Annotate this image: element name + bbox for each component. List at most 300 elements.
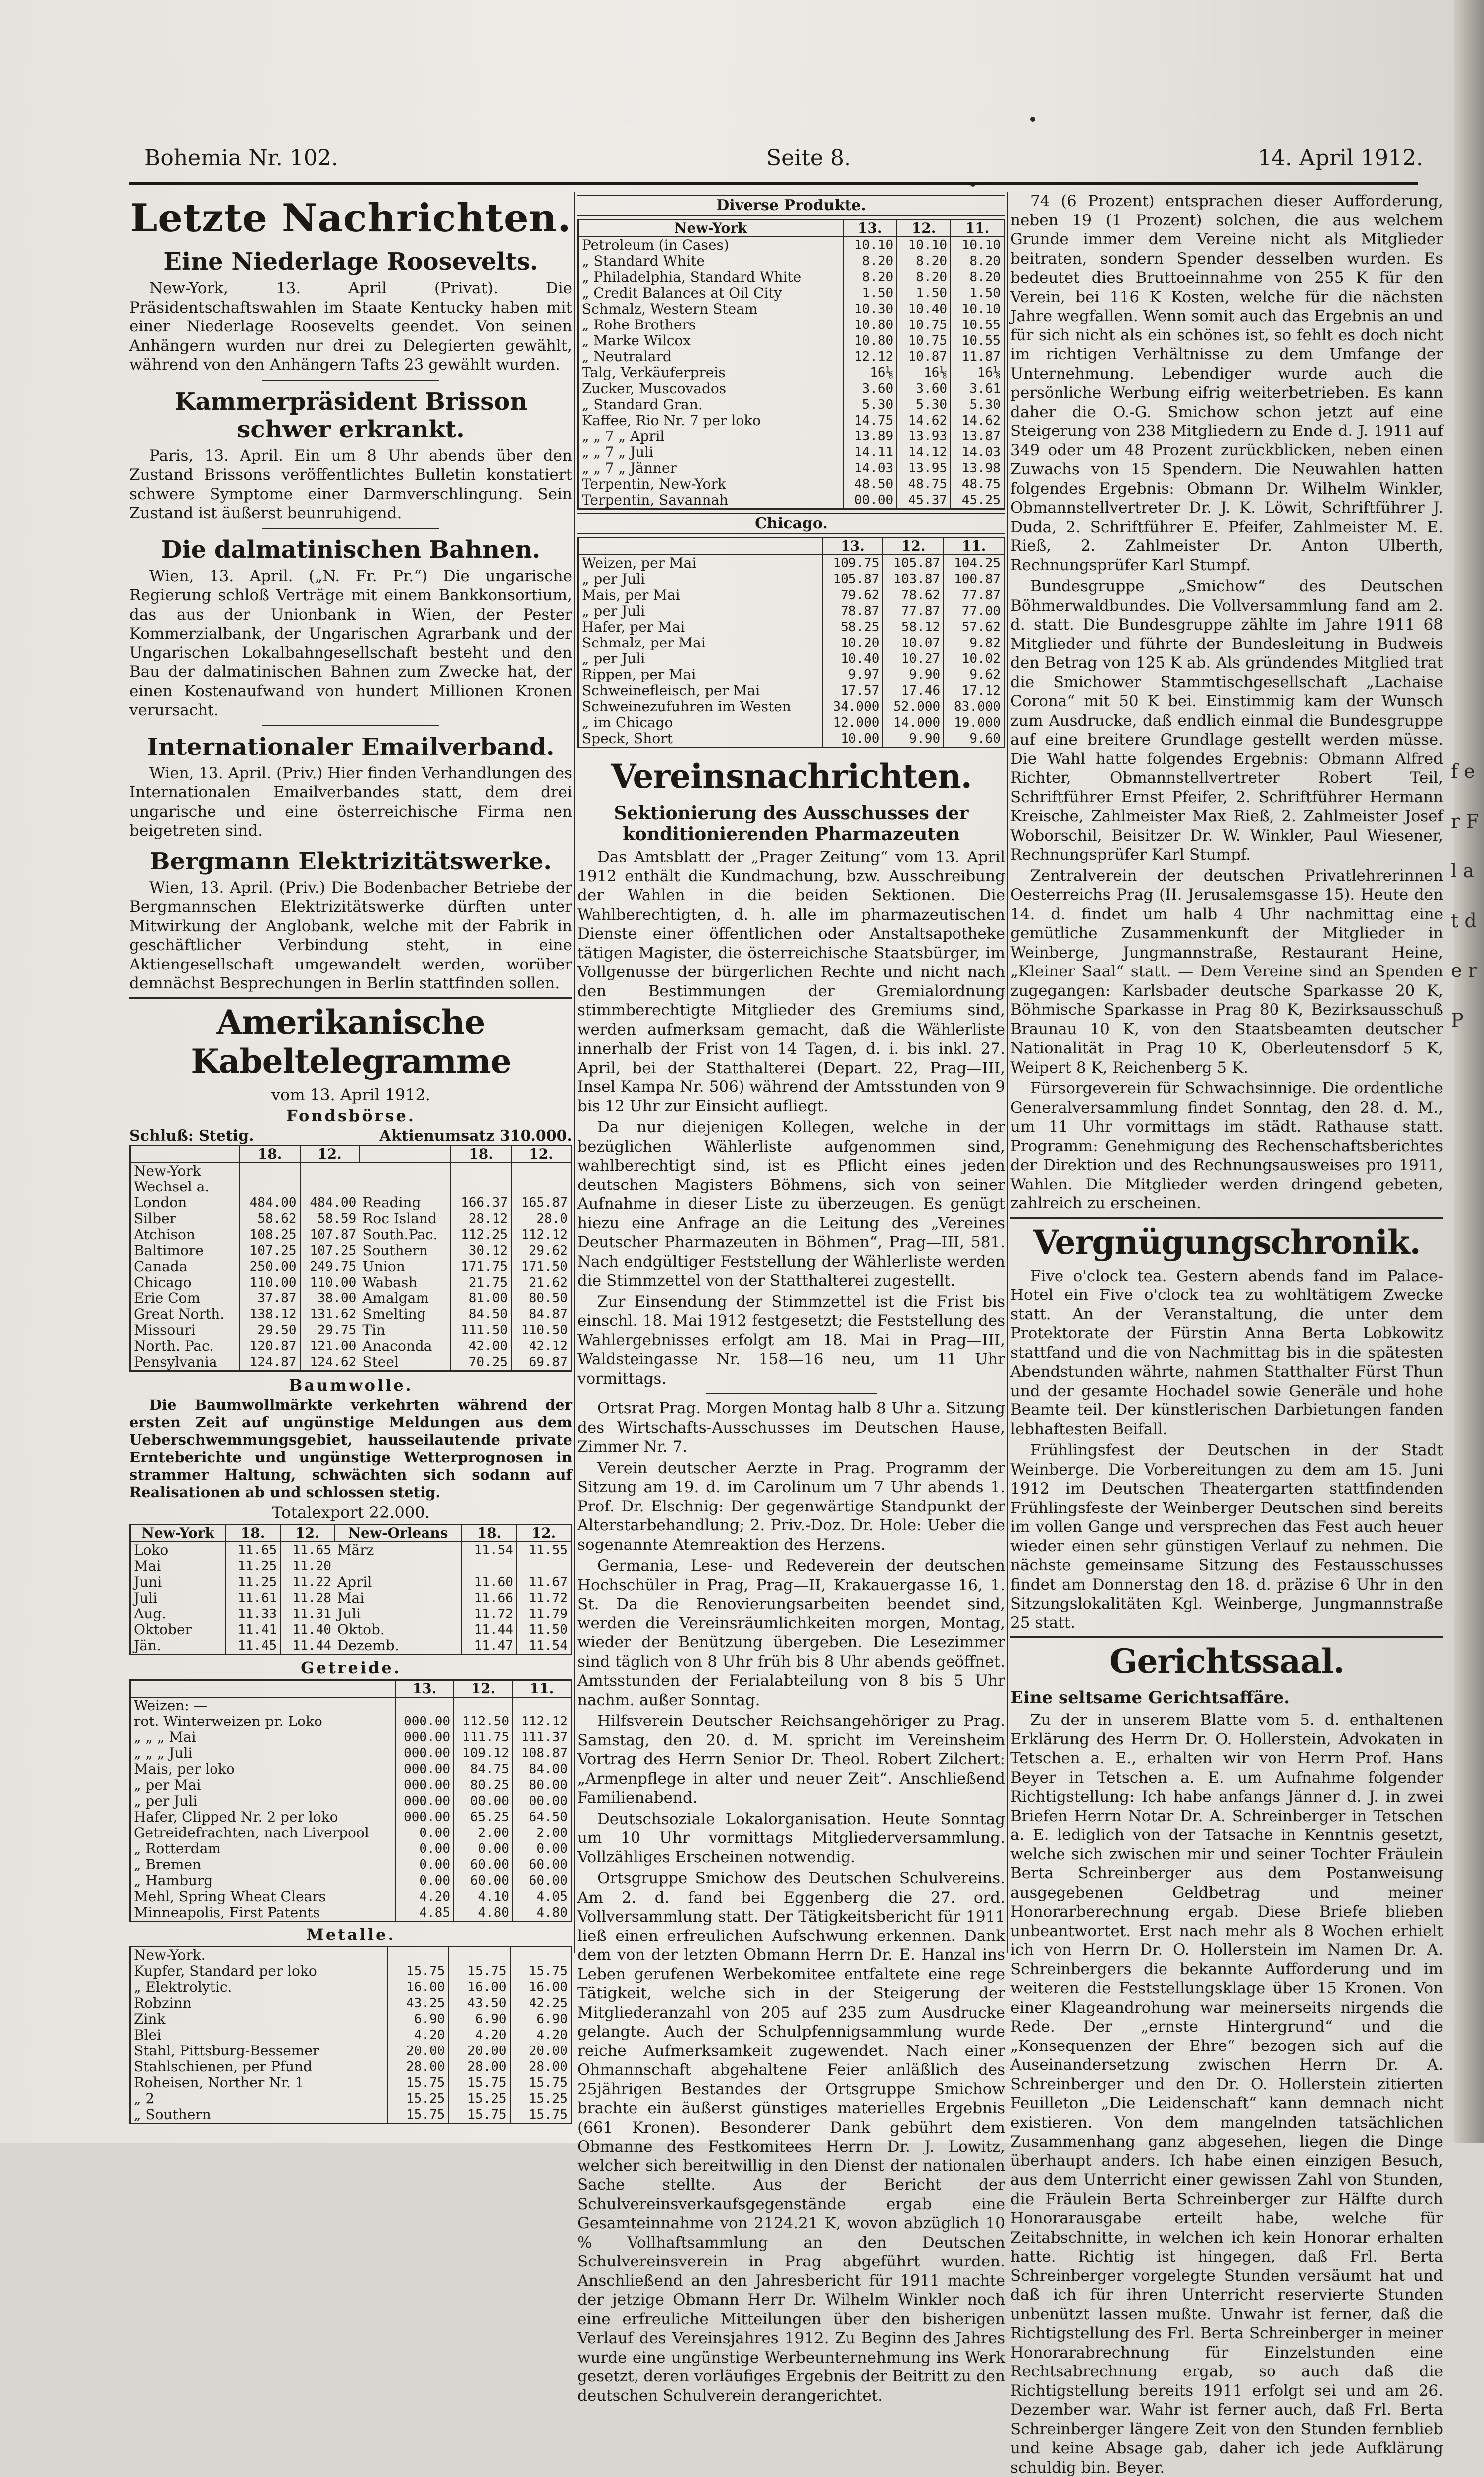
table-row <box>578 460 1005 476</box>
table-cell: 000.00 <box>395 1809 454 1825</box>
table-cell: Blei <box>134 2026 162 2043</box>
table-cell: Atchison <box>134 1226 195 1243</box>
table-cell: „ im Chicago <box>582 714 673 731</box>
table-cell: 11.79 <box>517 1606 572 1622</box>
table-cell: 11.50 <box>517 1622 572 1638</box>
table-cell <box>395 1697 454 1714</box>
notice: Deutschsoziale Lokalorganisation. Heute Sonntag um 10 Uhr vormittags Mitgliederversammlung. Vollzähliges Erscheinen notwendig. <box>577 1810 1005 1866</box>
column-header <box>578 538 823 555</box>
table-cell: London <box>134 1194 187 1211</box>
table-cell: 11.47 <box>462 1638 517 1655</box>
section-title-entertainment: Vergnügungschronik. <box>1033 1222 1421 1262</box>
table-cell: 78.87 <box>823 603 883 619</box>
divider <box>1010 1636 1443 1638</box>
table-cell <box>517 1558 572 1574</box>
table-cell: 80.50 <box>511 1291 571 1306</box>
table-cell: 11.25 <box>225 1558 280 1574</box>
table-cell: 121.00 <box>300 1338 360 1354</box>
table-cell: 10.55 <box>951 317 1004 333</box>
table-row <box>578 349 1005 365</box>
stock-exchange-heading: Fondsbörse. <box>286 1106 416 1125</box>
table-cell: 124.62 <box>300 1354 360 1371</box>
table-cell: 15.25 <box>448 2091 510 2107</box>
section-title-cable-telegrams: Amerikanische Kabeltelegramme <box>191 1002 511 1080</box>
column-header: 13. <box>823 538 883 555</box>
table-cell: Kaffee, Rio Nr. 7 per loko <box>582 412 761 429</box>
table-cell: 14.11 <box>843 444 897 460</box>
table-cell <box>387 1946 448 1963</box>
table-cell: 10.30 <box>843 301 897 317</box>
table-cell: Amalgam <box>362 1290 429 1306</box>
section-title-latest-news: Letzte Nachrichten. <box>130 196 572 241</box>
divider <box>262 528 439 529</box>
table-cell: 8.20 <box>951 269 1004 285</box>
table-cell: 6.90 <box>448 2011 510 2027</box>
table-cell: 64.50 <box>513 1809 572 1825</box>
table-cell: 80.00 <box>513 1777 572 1793</box>
table-cell: 21.75 <box>451 1275 511 1291</box>
article-heading: Internationaler Emailverband. <box>147 733 555 761</box>
table-row <box>578 317 1005 333</box>
table-cell: 11.72 <box>517 1590 572 1606</box>
table-cell: 15.75 <box>510 1963 572 1979</box>
notice: Bundesgruppe „Smichow“ des Deutschen Böhmerwaldbundes. Die Vollversammlung fand am 2. d. statt. Die Bundesgruppe zählte im Jahre 1911 68 Mitglieder und führte der Bundesleitung in Budweis den Betrag von 125 K ab. Als gründendes Mitglied trat die Smichower Stammtischgesellschaft „Lachaise Corona“ mit 50 K bei. Einstimmig kam der Wunsch zum Ausdrucke, daß endlich einmal die Bundesgruppe auf eine breitere Grundlage gestellt werden müsse. Die Wahl hatte folgendes Ergebnis: Obmann Alfred Richter, Obmannstellvertreter Robert Teil, Schriftführer Ernst Pfeifer, 2. Schriftführer Hermann Kreische, Zahlmeister Max Rieß, 2. Zahlmeister Josef Woborschil, Beisitzer Dr. W. Winkler, Paul Wiesener, Rechnungsprüfer Karl Stumpf. <box>1010 577 1443 863</box>
table-cell: 10.75 <box>897 333 951 349</box>
table-cell: 108.87 <box>513 1745 572 1761</box>
metals-table <box>129 1946 572 2124</box>
table-row <box>130 2011 572 2027</box>
table-cell: Dezemb. <box>337 1637 399 1654</box>
table-cell: 0.00 <box>395 1841 454 1857</box>
table-row <box>130 1963 572 1979</box>
table-cell: 9.90 <box>883 667 944 683</box>
table-cell: 11.65 <box>280 1542 334 1558</box>
table-row <box>130 1714 572 1729</box>
table-cell: 28.00 <box>387 2059 448 2075</box>
table-cell: 000.00 <box>395 1793 454 1809</box>
table-cell: 10.20 <box>823 635 883 651</box>
table-cell: Reading <box>362 1194 421 1211</box>
table-row <box>578 635 1005 651</box>
table-cell: 100.87 <box>944 571 1004 587</box>
table-cell: Union <box>362 1258 405 1275</box>
table-cell: 110.00 <box>300 1275 360 1291</box>
table-header-row <box>130 1145 572 1163</box>
table-cell: 000.00 <box>395 1761 454 1777</box>
table-cell: Mais, per loko <box>134 1760 235 1777</box>
article-body: Frühlingsfest der Deutschen in der Stadt Weinberge. Die Vorbereitungen zu dem am 15. Juni 1912 im Deutschen Theatergarten stattfindenden Frühlingsfeste der Weinberger Deutschen sind bereits im vollen Gange und versprechen das Fest auch heuer wieder einen sehr günstigen Verlauf zu nehmen. Die nächste gemeinsame Sitzung des Festausschusses findet am Donnerstag den 18. d. präzise 6 Uhr in den Sitzungslokalitäten Kgl. Weinberge, Jungmannstraße 25 statt. <box>1010 1441 1443 1632</box>
table-cell: 3.61 <box>951 381 1004 397</box>
table-cell: „ 2 <box>134 2090 155 2107</box>
table-cell: 2.00 <box>454 1825 513 1841</box>
table-cell: 83.000 <box>944 699 1004 715</box>
table-cell: 14.75 <box>843 413 897 429</box>
table-row <box>130 1777 572 1793</box>
column-header: 11. <box>951 220 1004 237</box>
table-cell: Juli <box>337 1605 361 1622</box>
table-cell: „ Rotterdam <box>134 1840 221 1857</box>
table-cell: 81.00 <box>451 1291 511 1306</box>
table-cell: 15.25 <box>510 2091 572 2107</box>
table-cell: Hafer, Clipped Nr. 2 per loko <box>134 1808 338 1825</box>
table-cell: 11.54 <box>517 1638 572 1655</box>
column-header: 18. <box>462 1524 517 1542</box>
table-cell <box>240 1163 300 1179</box>
table-cell: 1.50 <box>951 285 1004 301</box>
table-cell: 14.62 <box>897 413 951 429</box>
header-rule <box>129 182 1418 185</box>
table-row <box>130 1825 572 1841</box>
table-cell: 2.00 <box>513 1825 572 1841</box>
article-body: Five o'clock tea. Gestern abends fand im Palace-Hotel ein Five o'clock tea zu wohltätigem Zwecke statt. An der Veranstaltung, die unter dem Protektorate der Fürstin Anna Berta Lobkowitz stattfand und die von Nachmittag bis in die spätesten Abendstunden währte, nahmen Statthalter Fürst Thun und der gesamte Hochadel sowie Generäle und hohe Beamte teil. Der künstlerischen Darbietungen fanden lebhaftesten Beifall. <box>1010 1267 1443 1438</box>
table-cell: 16⅛ <box>897 365 951 381</box>
table-cell: 11.22 <box>280 1574 334 1590</box>
table-row <box>578 731 1005 748</box>
table-row <box>578 444 1005 460</box>
column-header: 18. <box>225 1524 280 1542</box>
table-row <box>130 1291 572 1306</box>
table-cell: Roheisen, Norther Nr. 1 <box>134 2074 304 2091</box>
article-heading: Eine seltsame Gerichtsaffäre. <box>1010 1688 1290 1708</box>
table-row <box>130 1979 572 1995</box>
table-cell: 11.66 <box>462 1590 517 1606</box>
table-cell: 6.90 <box>387 2011 448 2027</box>
table-cell: Petroleum (in Cases) <box>582 237 729 253</box>
table-row <box>130 1638 572 1655</box>
table-cell: 109.75 <box>823 555 883 571</box>
table-cell: „ „ 7 „ April <box>582 428 665 444</box>
table-cell: North. Pac. <box>134 1337 214 1354</box>
table-cell: Great North. <box>134 1305 225 1322</box>
table-cell: 10.02 <box>944 651 1004 667</box>
table-cell: „ per Juli <box>582 603 645 619</box>
table-cell: 10.10 <box>951 301 1004 317</box>
table-cell: Stahl, Pittsburg-Bessemer <box>134 2042 319 2059</box>
table-cell: 10.10 <box>897 237 951 253</box>
table-cell: 10.27 <box>883 651 944 667</box>
speck-mark <box>1030 117 1035 122</box>
column-header: 18. <box>451 1145 511 1163</box>
table-cell: 4.10 <box>454 1889 513 1905</box>
table-cell: 15.75 <box>510 2107 572 2124</box>
table-cell: Loko <box>134 1541 169 1558</box>
table-row <box>130 2091 572 2107</box>
table-cell: Schweinezufuhren im Westen <box>582 698 791 715</box>
article-body: Das Amtsblatt der „Prager Zeitung“ vom 13. April 1912 enthält die Kundmachung, bzw. Ausschreibung der Wahlen in die beiden Sektionen. Die Wahlberechtigten, d. h. alle im pharmazeutischen Dienste einer öffentlichen oder Anstaltsapotheke tätigen Magister, die österreichische Staatsbürger, im Vollgenusse der bürgerlichen Rechte und nicht nach den Bestimmungen der Gremialordnung stimmberechtigte Mitglieder des Gremiums sind, werden aufmerksam gemacht, daß die Wählerliste innerhalb der Frist von 14 Tagen, d. i. bis inkl. 27. April, bei der Statthalterei (Depart. 22, Prag—III, Insel Kampa Nr. 506) während der Amtsstunden von 9 bis 12 Uhr zur Einsicht aufliegt. <box>577 848 1005 1115</box>
table-cell: 110.50 <box>511 1322 571 1338</box>
table-row <box>130 1590 572 1606</box>
table-cell: 107.25 <box>240 1243 300 1259</box>
table-row <box>130 1179 572 1195</box>
table-cell: Wabash <box>362 1274 418 1291</box>
cotton-total-export: Totalexport 22.000. <box>272 1503 430 1522</box>
table-cell: Silber <box>134 1210 176 1227</box>
table-cell: „ Neutralard <box>582 348 672 365</box>
table-cell: „ Standard White <box>582 253 705 269</box>
table-cell: Anaconda <box>362 1337 432 1354</box>
table-cell: 11.61 <box>225 1590 280 1606</box>
table-cell: 5.30 <box>897 397 951 413</box>
table-cell: 171.75 <box>451 1259 511 1275</box>
table-cell: 14.62 <box>951 413 1004 429</box>
table-cell: 43.50 <box>448 1995 510 2011</box>
table-cell: „ Philadelphia, Standard White <box>582 269 802 285</box>
table-cell: 28.00 <box>510 2059 572 2075</box>
table-cell: 42.00 <box>451 1338 511 1354</box>
article-body: New-York, 13. April (Privat). Die Präsidentschaftswahlen im Staate Kentucky haben mit einer Niederlage Roosevelts geendet. Von seinen Anhängern wurden nur drei zu Delegierten gewählt, während von den Anhängern Tafts 23 gewählt wurden. <box>129 279 572 374</box>
table-cell: 58.12 <box>883 619 944 635</box>
table-cell: 9.82 <box>944 635 1004 651</box>
table-row <box>130 1338 572 1354</box>
column-2 <box>577 192 1005 2405</box>
table-cell: „ Southern <box>134 2106 211 2123</box>
table-cell: 11.67 <box>517 1574 572 1590</box>
table-cell: „ Marke Wilcox <box>582 332 691 349</box>
table-cell: 60.00 <box>513 1873 572 1889</box>
table-cell: Roc Island <box>362 1210 437 1227</box>
header-page-number: Seite 8. <box>766 145 851 171</box>
table-cell: 11.20 <box>280 1558 334 1574</box>
table-cell: Weizen: — <box>134 1697 208 1714</box>
column-header: 12. <box>517 1524 572 1542</box>
table-cell: Oktober <box>134 1621 192 1638</box>
table-cell: 10.80 <box>843 333 897 349</box>
table-cell: 17.12 <box>944 683 1004 699</box>
table-row <box>578 651 1005 667</box>
column-1 <box>129 192 572 2123</box>
table-cell: 171.50 <box>511 1259 571 1275</box>
column-header: New-York <box>130 1524 226 1542</box>
table-cell: 11.25 <box>225 1574 280 1590</box>
table-cell <box>462 1558 517 1574</box>
table-cell: „ „ 7 „ Juli <box>582 444 654 460</box>
table-cell: 65.25 <box>454 1809 513 1825</box>
column-rule <box>1007 192 1008 1953</box>
table-cell: 28.00 <box>448 2059 510 2075</box>
column-rule <box>574 192 575 1953</box>
table-row <box>578 333 1005 349</box>
table-cell: 11.65 <box>225 1542 280 1558</box>
table-cell: 29.75 <box>300 1322 360 1338</box>
table-cell: 15.75 <box>387 1963 448 1979</box>
table-cell: 77.87 <box>944 587 1004 603</box>
table-cell: rot. Winterweizen pr. Loko <box>134 1713 322 1729</box>
table-cell: Mais, per Mai <box>582 587 680 603</box>
column-header: 12. <box>280 1524 334 1542</box>
table-row <box>130 1745 572 1761</box>
column-header: 12. <box>883 538 944 555</box>
table-cell: 60.00 <box>513 1857 572 1873</box>
table-cell: 4.85 <box>395 1905 454 1922</box>
table-cell: 15.75 <box>448 1963 510 1979</box>
table-row <box>130 1163 572 1179</box>
table-cell: 48.50 <box>843 476 897 492</box>
table-row <box>130 1761 572 1777</box>
column-header: 12. <box>511 1145 571 1163</box>
table-row <box>130 1606 572 1622</box>
table-cell: New-York <box>134 1162 201 1179</box>
table-cell: 484.00 <box>300 1195 360 1211</box>
table-cell: 37.87 <box>240 1291 300 1306</box>
table-cell <box>513 1697 572 1714</box>
table-cell: 78.62 <box>883 587 944 603</box>
table-cell: Rippen, per Mai <box>582 666 696 683</box>
table-cell: 16⅛ <box>843 365 897 381</box>
stock-exchange-summary <box>129 1127 572 1145</box>
table-cell: „ per Juli <box>582 650 645 667</box>
table-cell: 29.62 <box>511 1243 571 1259</box>
table-cell <box>359 1163 451 1179</box>
column-header <box>130 1145 240 1163</box>
table-cell: „ per Juli <box>582 571 645 587</box>
table-cell: 11.60 <box>462 1574 517 1590</box>
table-cell: 48.75 <box>897 476 951 492</box>
notice: Zentralverein der deutschen Privatlehrerinnen Oesterreichs Prag (II. Jerusalemsgasse 15). Heute den 14. d. findet um halb 4 Uhr nachmittag eine gemütliche Zusammenkunft der Mitglieder in Weinberge, Jungmannstraße, Restaurant Heine, „Kleiner Saal“ statt. — Dem Vereine sind an Spenden zugegangen: Karlsbader deutsche Sparkasse 20 K, Böhmische Sparkasse in Prag 80 K, Bezirksausschuß Braunau 10 K, von den Staatsbeamten deutscher Nationalität in Prag 10 K, Oberleutensdorf 5 K, Weipert 8 K, Reichenberg 5 K. <box>1010 866 1443 1077</box>
table-cell: 00.00 <box>843 492 897 509</box>
table-cell: 4.05 <box>513 1889 572 1905</box>
products-heading: Diverse Produkte. <box>577 195 1005 216</box>
table-cell: 9.60 <box>944 731 1004 748</box>
grain-table <box>129 1679 572 1922</box>
table-cell: Chicago <box>134 1274 192 1291</box>
table-cell: 1.50 <box>897 285 951 301</box>
table-cell: Zink <box>134 2010 166 2027</box>
table-cell: Terpentin, New-York <box>582 476 726 492</box>
table-cell: 6.90 <box>510 2011 572 2027</box>
table-header-row <box>130 1524 572 1542</box>
table-cell: 11.28 <box>280 1590 334 1606</box>
chicago-table <box>577 537 1005 748</box>
table-row <box>130 1905 572 1922</box>
table-row <box>578 269 1005 285</box>
table-cell: 000.00 <box>395 1729 454 1745</box>
table-cell: 34.000 <box>823 699 883 715</box>
table-row <box>130 1227 572 1243</box>
table-cell: 30.12 <box>451 1243 511 1259</box>
table-cell: 4.20 <box>395 1889 454 1905</box>
table-cell: 15.75 <box>510 2075 572 2091</box>
table-cell: Zucker, Muscovados <box>582 380 727 397</box>
table-row <box>130 2107 572 2124</box>
article-heading: Eine Niederlage Roosevelts. <box>163 248 538 276</box>
table-cell: „ Credit Balances at Oil City <box>582 285 782 301</box>
table-cell: Southern <box>362 1242 428 1259</box>
table-cell: 60.00 <box>454 1873 513 1889</box>
table-cell: Missouri <box>134 1321 196 1338</box>
table-row <box>130 1873 572 1889</box>
table-row <box>578 492 1005 509</box>
table-cell: 10.00 <box>823 731 883 748</box>
table-cell: 45.25 <box>951 492 1004 509</box>
table-row <box>578 587 1005 603</box>
table-cell: 84.50 <box>451 1306 511 1322</box>
table-cell: 4.20 <box>510 2027 572 2043</box>
table-cell: 0.00 <box>454 1841 513 1857</box>
adjacent-page-edge: f e r F l a t d e r P <box>1451 760 1479 1031</box>
table-row <box>130 1809 572 1825</box>
table-row <box>130 1558 572 1574</box>
table-cell <box>511 1163 571 1179</box>
table-row <box>130 1243 572 1259</box>
table-cell: Kupfer, Standard per loko <box>134 1962 317 1979</box>
divider <box>706 1393 877 1394</box>
table-cell: 77.00 <box>944 603 1004 619</box>
table-cell: 103.87 <box>883 571 944 587</box>
table-row <box>130 1354 572 1371</box>
table-cell: Canada <box>134 1258 188 1275</box>
table-cell: 12.12 <box>843 349 897 365</box>
stock-table <box>129 1145 572 1372</box>
divider <box>262 725 439 726</box>
table-cell: 104.25 <box>944 555 1004 571</box>
table-cell: Baltimore <box>134 1242 204 1259</box>
table-cell: 15.25 <box>387 2091 448 2107</box>
table-cell: 11.40 <box>280 1622 334 1638</box>
table-cell: 17.57 <box>823 683 883 699</box>
column-header: 11. <box>513 1680 572 1697</box>
column-header: 12. <box>300 1145 360 1163</box>
table-cell: 10.87 <box>897 349 951 365</box>
table-cell: 10.10 <box>951 237 1004 253</box>
table-cell: 13.87 <box>951 429 1004 444</box>
table-cell: 15.75 <box>387 2075 448 2091</box>
table-cell <box>454 1697 513 1714</box>
chicago-heading: Chicago. <box>577 513 1005 534</box>
table-cell: Jän. <box>134 1637 161 1654</box>
table-cell: 107.25 <box>300 1243 360 1259</box>
article-body: Da nur diejenigen Kollegen, welche in der bezüglichen Wählerliste aufgenommen sind, wahlberechtigt sind, ist es Pflicht eines jeden deutschen Magisters Böhmens, sich von seiner Aufnahme in dieser Liste zu überzeugen. Es genügt hiezu eine Anfrage an die Leitung des „Vereines Deutscher Pharmazeuten in Böhmen“, Prag—III, 581. Nach endgültiger Feststellung der Wählerliste werden die Stimmzettel von der Statthalterei zugestellt. <box>577 1118 1005 1290</box>
table-row <box>130 1995 572 2011</box>
table-cell: 105.87 <box>883 555 944 571</box>
table-cell: Wechsel a. <box>134 1178 210 1195</box>
table-cell: 0.00 <box>395 1825 454 1841</box>
column-header: 13. <box>843 220 897 237</box>
table-cell: 3.60 <box>897 381 951 397</box>
table-row <box>130 1857 572 1873</box>
table-cell: 166.37 <box>451 1195 511 1211</box>
table-cell: 000.00 <box>395 1714 454 1729</box>
table-cell: 000.00 <box>395 1777 454 1793</box>
table-cell: 13.89 <box>843 429 897 444</box>
table-cell: „ Bremen <box>134 1856 202 1873</box>
table-cell: 16.00 <box>510 1979 572 1995</box>
table-cell: 84.75 <box>454 1761 513 1777</box>
table-cell: 58.59 <box>300 1211 360 1227</box>
table-row <box>130 1322 572 1338</box>
table-cell: Smelting <box>362 1305 426 1322</box>
table-cell <box>300 1179 360 1195</box>
column-header: 13. <box>395 1680 454 1697</box>
table-cell: 58.62 <box>240 1211 300 1227</box>
table-row <box>578 301 1005 317</box>
table-cell: 124.87 <box>240 1354 300 1371</box>
grain-heading: Getreide. <box>301 1658 401 1677</box>
article-body: Wien, 13. April. (Priv.) Hier finden Verhandlungen des Internationalen Emailverbandes statt, dem drei ungarische und eine österreichische Firma nen beigetreten sind. <box>129 764 572 840</box>
table-cell: 11.41 <box>225 1622 280 1638</box>
table-cell: 120.87 <box>240 1338 300 1354</box>
table-cell: 11.33 <box>225 1606 280 1622</box>
table-cell: Steel <box>362 1353 399 1370</box>
article-heading: Bergmann Elektrizitätswerke. <box>149 847 552 875</box>
article-body: Wien, 13. April. (Priv.) Die Bodenbacher Betriebe der Bergmannschen Elektrizitätswerke dürften unter Mitwirkung der Anglobank, welche mit der Fabrik in geschäftlicher Verbindung steht, in eine Aktiengesellschaft umgewandelt werden, worüber demnächst Besprechungen in Berlin stattfinden sollen. <box>129 878 572 992</box>
table-cell: „ Hamburg <box>134 1872 213 1889</box>
column-header: 12. <box>897 220 951 237</box>
table-cell: Schmalz, Western Steam <box>582 301 758 317</box>
table-cell: 10.55 <box>951 333 1004 349</box>
stock-exchange-close: Schluß: Stetig. <box>129 1127 254 1145</box>
table-cell: 250.00 <box>240 1259 300 1275</box>
table-cell: 110.00 <box>240 1275 300 1291</box>
